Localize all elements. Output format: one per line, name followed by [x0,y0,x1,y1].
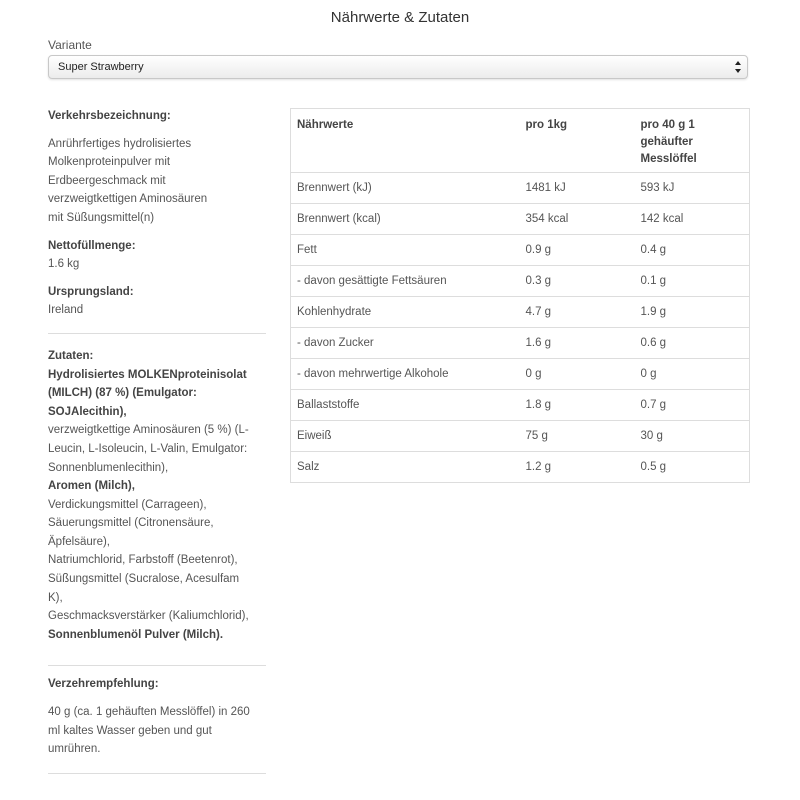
ingredient-line: Geschmacksverstärker (Kaliumchlorid), [48,610,249,623]
nutrition-header-row [291,109,750,173]
ingredient-line: Leucin, L-Isoleucin, L-Valin, Emulgator: [48,442,248,455]
origin-heading: Ursprungsland: [48,285,134,298]
per-kg-cell: 0.9 g [520,235,635,266]
table-row [291,173,750,204]
per-kg-cell: 1.8 g [520,390,635,421]
table-row [291,204,750,235]
nutrient-cell: Brennwert (kJ) [291,173,520,204]
per-kg-cell: 1481 kJ [520,173,635,204]
recommendation-heading: Verzehrempfehlung: [48,678,159,691]
designation-line: Anrührfertiges hydrolisiertes [48,137,192,150]
table-row [291,328,750,359]
per-kg-cell: 0.3 g [520,266,635,297]
table-row [291,452,750,483]
divider [48,773,266,774]
variant-label: Variante [48,38,92,52]
designation-heading: Verkehrsbezeichnung: [48,110,171,122]
table-row [291,421,750,452]
nutrient-cell: Salz [291,452,520,483]
column-header-per-kg: pro 1kg [520,109,635,173]
ingredient-line: Verdickungsmittel (Carrageen), [48,498,207,511]
per-serving-cell: 0 g [635,359,750,390]
table-row [291,297,750,328]
per-serving-cell: 30 g [635,421,750,452]
ingredients-heading: Zutaten: [48,349,94,362]
per-kg-cell: 1.2 g [520,452,635,483]
nutrient-cell: Fett [291,235,520,266]
ingredient-line: verzweigtkettige Aminosäuren (5 %) (L- [48,424,249,437]
recommendation-line: ml kaltes Wasser geben und gut [48,724,212,737]
per-serving-cell: 0.4 g [635,235,750,266]
designation-line: Molkenproteinpulver mit [48,156,171,169]
ingredient-line: Säuerungsmittel (Citronensäure, [48,517,214,530]
per-serving-cell: 593 kJ [635,173,750,204]
table-row [291,390,750,421]
column-header-nutrient: Nährwerte [291,109,520,173]
net-quantity-value: 1.6 kg [48,258,80,271]
designation-line: verzweigtkettigen Aminosäuren [48,193,208,206]
ingredient-line: Hydrolisiertes MOLKENproteinisolat [48,368,247,381]
column-header-per-serving: pro 40 g 1 gehäufter Messlöffel [635,109,750,173]
per-kg-cell: 1.6 g [520,328,635,359]
net-quantity-heading: Nettofüllmenge: [48,239,136,252]
nutrient-cell: - davon gesättigte Fettsäuren [291,266,520,297]
nutrient-cell: Eiweiß [291,421,520,452]
per-serving-cell: 142 kcal [635,204,750,235]
per-kg-cell: 354 kcal [520,204,635,235]
table-row [291,359,750,390]
nutrient-cell: - davon mehrwertige Alkohole [291,359,520,390]
ingredient-line: (MILCH) (87 %) (Emulgator: [48,387,197,400]
ingredient-line: Aromen (Milch), [48,480,135,493]
ingredient-line: SOJAlecithin), [48,405,127,418]
variant-select[interactable] [48,55,748,79]
select-updown-icon [734,59,742,75]
recommendation-line: umrühren. [48,743,101,756]
per-serving-cell: 0.7 g [635,390,750,421]
per-kg-cell: 0 g [520,359,635,390]
variant-selected-value: Super Strawberry [58,61,144,73]
recommendation-line: 40 g (ca. 1 gehäuften Messlöffel) in 260 [48,706,250,719]
nutrition-table [290,108,750,483]
page-title: Nährwerte & Zutaten [330,9,470,26]
per-kg-cell: 75 g [520,421,635,452]
designation-line: Erdbeergeschmack mit [48,174,166,187]
designation-text [48,135,266,228]
nutrient-cell: Ballaststoffe [291,390,520,421]
origin-value: Ireland [48,304,84,317]
per-serving-cell: 0.5 g [635,452,750,483]
ingredient-line: Äpfelsäure), [48,535,111,548]
ingredient-line: Natriumchlorid, Farbstoff (Beetenrot), [48,554,238,567]
recommendation-text [48,703,266,759]
ingredient-line: Sonnenblumenöl Pulver (Milch). [48,628,224,641]
nutrient-cell: Brennwert (kcal) [291,204,520,235]
ingredient-line: Süßungsmittel (Sucralose, Acesulfam [48,573,240,586]
per-kg-cell: 4.7 g [520,297,635,328]
table-row [291,266,750,297]
designation-line: mit Süßungsmittel(n) [48,211,155,224]
product-info-column [48,107,266,774]
ingredient-line: Sonnenblumenlecithin), [48,461,169,474]
nutrient-cell: Kohlenhydrate [291,297,520,328]
per-serving-cell: 0.6 g [635,328,750,359]
per-serving-cell: 0.1 g [635,266,750,297]
ingredient-line: K), [48,591,63,604]
ingredients-text [48,366,266,645]
table-row [291,235,750,266]
per-serving-cell: 1.9 g [635,297,750,328]
nutrient-cell: - davon Zucker [291,328,520,359]
